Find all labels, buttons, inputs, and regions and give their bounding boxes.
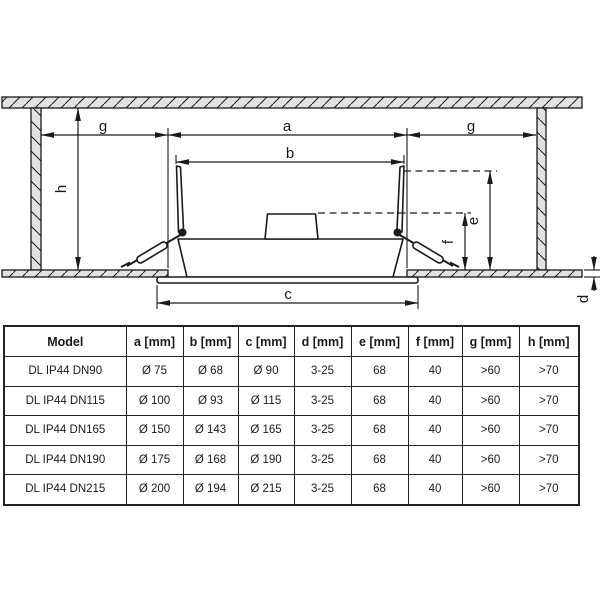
value-cell: Ø 90 bbox=[238, 357, 294, 387]
luminaire-body bbox=[178, 239, 403, 277]
value-cell: 40 bbox=[408, 475, 462, 505]
value-cell: 40 bbox=[408, 357, 462, 387]
value-cell: 3-25 bbox=[294, 386, 351, 416]
spring-clip-blade-left bbox=[177, 166, 184, 232]
spring-clip-blade-right bbox=[397, 166, 404, 232]
value-cell: >70 bbox=[519, 386, 579, 416]
value-cell: 3-25 bbox=[294, 416, 351, 446]
value-cell: 40 bbox=[408, 445, 462, 475]
value-cell: Ø 75 bbox=[126, 357, 183, 387]
dimensions-table bbox=[3, 325, 580, 506]
value-cell: Ø 143 bbox=[183, 416, 238, 446]
value-cell: 40 bbox=[408, 416, 462, 446]
ceiling-panel-right bbox=[407, 270, 582, 277]
value-cell: >70 bbox=[519, 475, 579, 505]
col-header-d: d [mm] bbox=[294, 326, 351, 357]
dim-label-g-left: g bbox=[98, 118, 108, 135]
ceiling-panel-left bbox=[2, 270, 168, 277]
value-cell: Ø 150 bbox=[126, 416, 183, 446]
value-cell: Ø 168 bbox=[183, 445, 238, 475]
table-row bbox=[4, 416, 579, 446]
col-header-a: a [mm] bbox=[126, 326, 183, 357]
value-cell: 40 bbox=[408, 386, 462, 416]
dim-label-f: f bbox=[440, 239, 457, 245]
driver-box bbox=[265, 214, 318, 239]
model-cell: DL IP44 DN115 bbox=[4, 386, 126, 416]
clip-pivot-left bbox=[179, 229, 187, 237]
table-header-row bbox=[4, 326, 579, 357]
right-wall-stud bbox=[537, 108, 546, 270]
value-cell: 68 bbox=[351, 475, 408, 505]
value-cell: Ø 93 bbox=[183, 386, 238, 416]
col-header-b: b [mm] bbox=[183, 326, 238, 357]
value-cell: >70 bbox=[519, 357, 579, 387]
value-cell: Ø 215 bbox=[238, 475, 294, 505]
value-cell: 3-25 bbox=[294, 357, 351, 387]
value-cell: 68 bbox=[351, 445, 408, 475]
table-row bbox=[4, 357, 579, 387]
model-cell: DL IP44 DN90 bbox=[4, 357, 126, 387]
ceiling-slab bbox=[2, 97, 582, 108]
dim-label-e: e bbox=[465, 216, 482, 226]
value-cell: Ø 194 bbox=[183, 475, 238, 505]
model-cell: DL IP44 DN215 bbox=[4, 475, 126, 505]
value-cell: 68 bbox=[351, 416, 408, 446]
value-cell: >60 bbox=[462, 475, 519, 505]
clip-pivot-right bbox=[394, 229, 402, 237]
value-cell: >70 bbox=[519, 445, 579, 475]
value-cell: Ø 165 bbox=[238, 416, 294, 446]
value-cell: >70 bbox=[519, 416, 579, 446]
col-header-f: f [mm] bbox=[408, 326, 462, 357]
table-row bbox=[4, 386, 579, 416]
dim-label-g-right: g bbox=[466, 118, 476, 135]
left-wall-stud bbox=[31, 108, 41, 270]
value-cell: Ø 175 bbox=[126, 445, 183, 475]
dim-label-a: a bbox=[282, 118, 292, 135]
value-cell: 3-25 bbox=[294, 475, 351, 505]
col-header-c: c [mm] bbox=[238, 326, 294, 357]
spring-left bbox=[136, 241, 169, 265]
value-cell: 3-25 bbox=[294, 445, 351, 475]
value-cell: >60 bbox=[462, 386, 519, 416]
dim-label-d: d bbox=[575, 294, 592, 304]
model-cell: DL IP44 DN190 bbox=[4, 445, 126, 475]
col-header-g: g [mm] bbox=[462, 326, 519, 357]
value-cell: 68 bbox=[351, 357, 408, 387]
value-cell: Ø 68 bbox=[183, 357, 238, 387]
value-cell: Ø 200 bbox=[126, 475, 183, 505]
value-cell: >60 bbox=[462, 357, 519, 387]
dim-label-c: c bbox=[284, 286, 292, 303]
table-row bbox=[4, 475, 579, 505]
dim-label-h: h bbox=[53, 184, 70, 194]
dim-label-b: b bbox=[285, 145, 295, 162]
value-cell: >60 bbox=[462, 445, 519, 475]
value-cell: Ø 190 bbox=[238, 445, 294, 475]
value-cell: Ø 115 bbox=[238, 386, 294, 416]
value-cell: >60 bbox=[462, 416, 519, 446]
value-cell: Ø 100 bbox=[126, 386, 183, 416]
model-cell: DL IP44 DN165 bbox=[4, 416, 126, 446]
col-header-model: Model bbox=[4, 326, 126, 357]
col-header-e: e [mm] bbox=[351, 326, 408, 357]
table-row bbox=[4, 445, 579, 475]
trim-ring bbox=[157, 277, 418, 283]
value-cell: 68 bbox=[351, 386, 408, 416]
col-header-h: h [mm] bbox=[519, 326, 579, 357]
